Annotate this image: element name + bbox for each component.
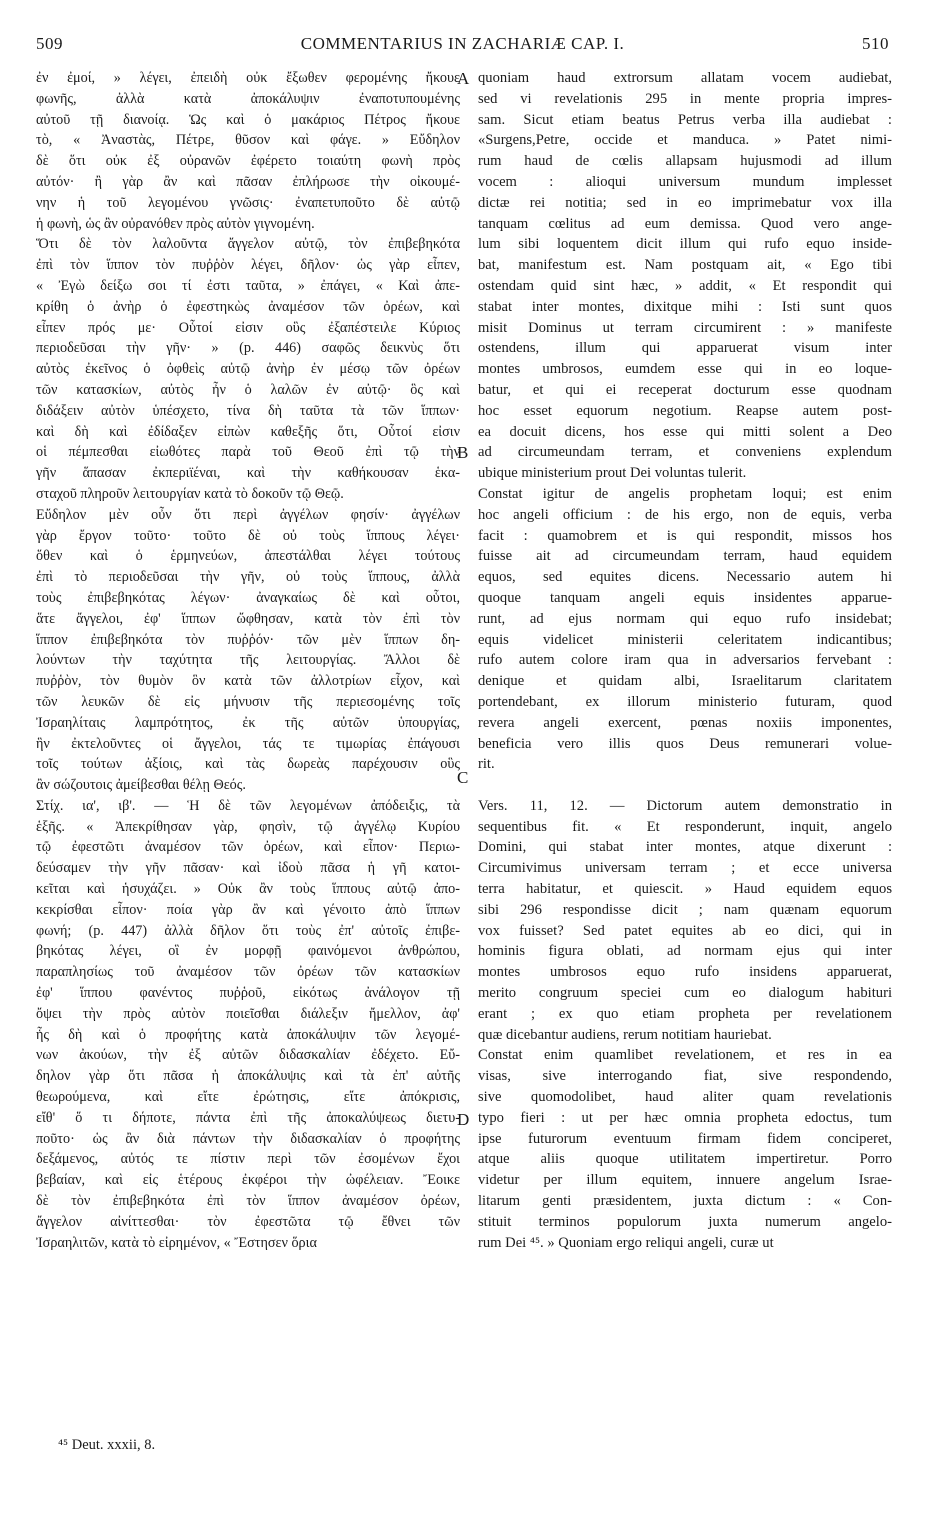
latin-line: fuisse ait ad circumeundam terram, haud equidem (478, 548, 892, 565)
greek-line: τοὺς ἐπιβεβηκότας λέγων· ἀναγκαίως δὲ καὶ οὗτοι, (36, 589, 460, 606)
latin-line: equis videlicet ministerii celeritatem indicantibus; (478, 631, 892, 648)
page-number-right: 510 (862, 34, 889, 53)
latin-line: tanquam cœlitus ad eum demissa. Quod vero ange- (478, 215, 892, 232)
greek-line: δὲ ὅτι οὐκ ἐξ οὐρανῶν ἐφέρετο τοιαύτη φωνὴ πρὸς (36, 153, 460, 170)
greek-line: ἅτε ἄγγελοι, ἐφ' ἵππων ὤφθησαν, κατὰ τὸν ἐπὶ τὸν (36, 610, 460, 627)
latin-line: quæ dicebantur audiens, rerum notitiam hauriebat. (478, 1026, 772, 1043)
greek-line: αὐτόν· ἢ γὰρ ἂν καὶ πᾶσαν ἐπλήρωσε τὴν οἰκουμέ- (36, 173, 460, 190)
greek-line: γὰρ ἔργον τοῦτο· τοῦτο δὲ οὐ τοὺς ἵππους λέγει· (36, 527, 460, 544)
latin-line: Constat igitur de angelis prophetam loqui; est enim (478, 485, 892, 502)
greek-line: εἴθ' ὅ τι δήποτε, πάντα ἐπὶ τῆς ἀποκαλύψεως διετυ- (36, 1109, 460, 1126)
latin-line: visas, sive interrogando fiat, sive respondendo, (478, 1068, 892, 1085)
latin-line: quoque tanquam angeli equis insidentes apparue- (478, 589, 892, 606)
greek-line: ἐν ἐμοί, » λέγει, ἐπειδὴ οὐκ ἔξωθεν φερομένης ἤκουε (36, 70, 460, 86)
greek-line: παραπλησίως τοῦ ἀναμέσον τῶν ὀρέων τῶν κατασκίων (36, 964, 460, 981)
greek-line: δεξάμενος, αὐτός τε πίστιν περὶ τῶν ἐσομένων ἔχοι (36, 1151, 460, 1168)
greek-line: ἑξῆς. « Ἀπεκρίθησαν γὰρ, φησὶν, τῷ ἀγγέλῳ Κυρίου (36, 818, 460, 835)
margin-letter-a: A (457, 69, 470, 88)
greek-line: κρίθη ὁ ἀνὴρ ὁ ἐφεστηκὼς ἀναμέσον τῶν ὀρέων, καὶ (36, 298, 460, 315)
running-title: COMMENTARIUS IN ZACHARIÆ CAP. I. (300, 34, 625, 53)
greek-line: κεῖται καὶ ἡσυχάζει. » Οὐκ ἂν τοὺς ἵππους αὐτῷ ἀπο- (36, 881, 460, 898)
latin-line: hoc esset equorum negotium. Reapse autem post- (478, 402, 892, 419)
greek-line: αὐτοῦ τῇ διανοίᾳ. Ὡς καὶ ὁ μακάριος Πέτρος ἤκουε (36, 111, 460, 128)
latin-line: lum sibi loquentem dicit illum qui rufo equo inside- (478, 236, 892, 253)
latin-line: montes umbrosos, eumdem esse qui in eo loque- (478, 361, 892, 378)
greek-line: αὐτὸς ἐκεῖνος ὁ ὀφθεὶς αὐτῷ ἀνὴρ ἐν μέσῳ τῶν ὀρέων (36, 361, 460, 378)
greek-line: θεωρούμενα, καὶ εἴτε ἐρώτησις, εἴτε ἀπόκρισις, (36, 1089, 460, 1106)
latin-line: hoc angeli officium : de his ergo, non de equis, verba (478, 506, 892, 523)
latin-line: equos, sed equites dicens. Necessario autem hi (478, 569, 892, 586)
latin-line: ipse futurorum eventuum firmam fidem conciperet, (478, 1130, 892, 1147)
greek-line: γῆν ἅπασαν ἐκπεριϊέναι, καὶ τὴν καθήκουσαν ἑκα- (36, 465, 460, 482)
greek-line: ἐφ' ἵππου φανέντος πυῤῥοῦ, εἰκότως ἀνάλογον τῇ (36, 985, 460, 1002)
margin-letter-c: C (457, 768, 469, 787)
latin-line: merito congruum speciei cum eo dialogum habituri (478, 985, 892, 1002)
latin-line: Vers. 11, 12. — Dictorum autem demonstratio in (478, 797, 892, 814)
latin-line: runt, ad ejus normam qui equo rufo insidebat; (478, 610, 892, 627)
greek-line: περιοδεῦσαι τὴν γῆν· » (p. 446) σαφῶς δεικνὺς ὅτι (36, 340, 460, 357)
greek-line: νων ἀκούων, τὴν ἐξ αὐτῶν διδασκαλίαν ἐδέχετο. Εὔ- (36, 1047, 460, 1064)
greek-line: φωνή; (p. 447) ἀλλὰ δῆλον ὅτι τοὺς ἐπ' αὐτοῖς ἐπιβε- (36, 922, 460, 939)
greek-line: Ἰσραηλιτῶν, κατὰ τὸ εἰρημένον, « Ἔστησεν ὅρια (36, 1234, 317, 1251)
greek-line: δεύσαμεν τὴν γῆν πᾶσαν· καὶ ἰδοὺ πᾶσα ἡ γῆ κατοι- (36, 860, 460, 877)
greek-line: Ἰσραηλίταις λαμπρότητος, ἐκ τῆς αὐτῶν ὑπουργίας, (36, 714, 460, 731)
greek-line: ἂν σώζουτοις ἀμείβεσθαι θέλῃ Θεός. (36, 777, 246, 794)
greek-line: πυῤῥὸν, τὸν θυμὸν ὃν κατὰ τῶν ἀλλοτρίων εἶχον, καὶ (36, 673, 460, 690)
latin-line: vocem : alioqui universum mundum implesset (478, 173, 892, 190)
latin-line: portendebant, ex illorum ministerio futuram, quod (478, 693, 892, 710)
latin-line: sive quomodolibet, haud aliter quam revelationis (478, 1089, 892, 1106)
greek-line: ὄψει τὴν πρὸς αὐτὸν ποιεῖσθαι διάλεξιν ἤμελλον, ἀφ' (36, 1005, 460, 1022)
greek-line: νην ἡ τοῦ λεγομένου γνῶσις· ἐναπετυποῦτο δὲ αὐτῷ (36, 194, 460, 211)
greek-line: « Ἐγὼ δείξω σοι τί ἐστι ταῦτα, » ἐπάγει, « Καὶ ἀπε- (36, 277, 460, 294)
latin-line: rit. (478, 756, 495, 773)
greek-line: Εὔδηλον μὲν οὖν ὅτι περὶ ἀγγέλων φησίν· ἀγγέλων (36, 506, 460, 523)
latin-line: bat, manifestum est. Nam postquam ait, « Ego tibi (478, 257, 892, 274)
latin-line: stabat inter montes, dixitque mihi : Isti sunt quos (478, 298, 892, 315)
greek-line: ἡ φωνὴ, ὡς ἂν οὐρανόθεν πρὸς αὐτὸν γιγνομένη. (36, 215, 315, 232)
latin-line: typo fieri : ut per hæc omnia propheta edoctus, tum (478, 1109, 892, 1126)
latin-line: litarum genti præsidentem, juxta dictum : « Con- (478, 1193, 892, 1210)
latin-line (478, 775, 892, 796)
latin-line: Domini, qui stabat inter montes, atque dixerunt : (478, 839, 892, 856)
greek-line: ἄγγελον αἰνίττεσθαι· τὸν ἐφεστῶτα τῷ ἔθνει τῶν (36, 1213, 460, 1230)
greek-line: ἧς δὴ καὶ ὁ προφήτης κατὰ ἀποκάλυψιν τῶν λεγομέ- (36, 1026, 460, 1043)
greek-line: τοῖς τούτων ἀξίοις, καὶ τὰς δωρεὰς παρέχουσιν οὓς (36, 756, 460, 773)
latin-line: rufo autem colore iram qua in adversarios fervebant : (478, 652, 892, 669)
greek-line: καὶ δὴ καὶ ἐδίδαξεν εἰπὼν καθεξῆς ὅτι, Οὗτοί εἰσιν (36, 423, 460, 440)
latin-line: quoniam haud extrorsum allatam vocem audiebat, (478, 70, 892, 86)
greek-line: δὲ τὸν ἐπιβεβηκότα ἐπὶ τὸν ἵππον ἀναμέσον ὀρέων, (36, 1193, 460, 1210)
latin-line: dictæ rei notitia; sed in eo imprimebatur vox illa (478, 194, 892, 211)
latin-line: revera angeli exercent, pœnas noxiis imponentes, (478, 714, 892, 731)
greek-line: λούντων τὴν ταχύτητα τῆς λειτουργίας. Ἄλλοι δὲ (36, 652, 460, 669)
page-number-left: 509 (36, 34, 63, 53)
greek-line: ἐπὶ τὸν ἵππον τὸν πυῤῥὸν λέγει, δῆλον· ὡς γὰρ εἶπεν, (36, 257, 460, 274)
latin-line: hominis figura oblati, ad normam ejus qui inter (478, 943, 892, 960)
greek-line: ὅθεν καὶ ὁ ἑρμηνεύων, ἀπεστάλθαι λέγει τούτους (36, 548, 460, 565)
greek-line: βεβαίαν, καὶ εἰς ἑτέρους ἐκφέροι τὴν ὠφέλειαν. Ἔοικε (36, 1172, 460, 1189)
greek-line: τῶν λευκῶν δὲ εἰς μήνυσιν τῆς περιεσομένης τοῖς (36, 693, 460, 710)
latin-line: sibi 296 respondisse dicit ; nam quænam equorum (478, 901, 892, 918)
latin-line: rum Dei ⁴⁵. » Quoniam ergo reliqui angeli, curæ ut (478, 1234, 774, 1251)
latin-line: ostendam quid sint hæc, » addit, « Et respondit qui (478, 277, 892, 294)
greek-line: ἐπὶ τὸ περιοδεῦσαι τὴν γῆν, οὐ τοὺς ἵππους, ἀλλὰ (36, 569, 460, 586)
running-header (36, 34, 889, 58)
latin-line: stituit terminos populorum juxta numerum angelo- (478, 1213, 892, 1230)
latin-line: facit : quamobrem et is qui respondit, missos hos (478, 527, 892, 544)
latin-line: ea docuit dicens, hos esse qui mitti solent a Deo (478, 423, 892, 440)
latin-line: erant ; ex quo etiam propheta per revelationem (478, 1005, 892, 1022)
latin-line: sed vi revelationis 295 in mente propria impres- (478, 90, 892, 107)
greek-line: ἵππον ἐπιβεβηκότα τὸν πυῤῥόν· τῶν μὲν ἵππων δη- (36, 631, 460, 648)
latin-line: ostendens, illum qui apparuerat visum inter (478, 340, 892, 357)
margin-letter-d: D (457, 1110, 470, 1129)
greek-line: τῶν κατασκίων, αὐτὸς ἦν ὁ λαλῶν ἐν αὐτῷ· ὃς καὶ (36, 381, 460, 398)
greek-line: Στίχ. ια', ιβ'. — Ἡ δὲ τῶν λεγομένων ἀπόδειξις, τὰ (36, 797, 460, 814)
latin-line: montes umbrosos equo rufo insidens apparuerat, (478, 964, 892, 981)
latin-line: atque aliis quoque utilitatem impertiretur. Porro (478, 1151, 892, 1168)
latin-line: batur, et qui ei receperat docturum esse quodnam (478, 381, 892, 398)
latin-line: terra habitatur, et quiescit. » Haud equidem equos (478, 881, 892, 898)
greek-line: ἣν ἐκτελοῦντες οἱ ἄγγελοι, τάς τε τιμωρίας ἐπάγουσι (36, 735, 460, 752)
margin-letter-b: B (457, 443, 469, 462)
latin-line: Circumivimus universam terram ; et ecce universa (478, 860, 892, 877)
greek-line: διδάξειν αὐτὸν ὑπέσχετο, τίνα δὴ ταῦτα τὰ τῶν ἵππων· (36, 402, 460, 419)
greek-line: φωνῆς, ἀλλὰ κατὰ ἀποκάλυψιν ἐναποτυπουμένης (36, 90, 460, 107)
latin-line: denique et quidam albi, Israelitarum claritatem (478, 673, 892, 690)
latin-line: vox fuisset? Sed patet equites ab eo dici, qui in (478, 922, 892, 939)
latin-line: sam. Sicut etiam beatus Petrus verba illa audiebat : (478, 111, 892, 128)
latin-line: videtur per illum equitem, innuere angelum Israe- (478, 1172, 892, 1189)
latin-line: beneficia vero illis quos Deus remunerari volue- (478, 735, 892, 752)
greek-line: Ὅτι δὲ τὸν λαλοῦντα ἄγγελον αὐτῷ, τὸν ἐπιβεβηκότα (36, 236, 460, 253)
latin-line: sequentibus fit. « Et responderunt, inquit, angelo (478, 818, 892, 835)
latin-line: «Surgens,Petre, occide et manduca. » Patet nimi- (478, 132, 892, 149)
greek-line: σταχοῦ πληροῦν λειτουργίαν κατὰ τὸ δοκοῦν τῷ Θεῷ. (36, 485, 344, 502)
greek-line: βηκότας λέγει, οἳ ἐν μορφῇ φαινόμενοι ἀνθρώπου, (36, 943, 460, 960)
latin-line: Constat enim quamlibet revelationem, et res in ea (478, 1047, 892, 1064)
latin-line: ubique ministerium prout Dei voluntas tulerit. (478, 465, 747, 482)
latin-line: ad circumeundam terram, et conveniens explendum (478, 444, 892, 461)
latin-line: misit Dominus ut terram circumirent : » manifeste (478, 319, 892, 336)
greek-line: εἶπεν πρός με· Οὗτοί εἰσιν οὓς ἐξαπέστειλε Κύριος (36, 319, 460, 336)
greek-line: τῷ ἐφεστῶτι ἀναμέσον τῶν ὀρέων, καὶ εἶπον· Περιω- (36, 839, 460, 856)
greek-column (36, 68, 460, 1253)
greek-line: ποῦτο· ὡς ἂν διὰ πάντων τὴν διδασκαλίαν ὁ προφήτης (36, 1130, 460, 1147)
latin-line: rum haud de cœlis allapsam hujusmodi ad illum (478, 153, 892, 170)
greek-line: τὸ, « Ἀναστὰς, Πέτρε, θῦσον καὶ φάγε. » Εὔδηλον (36, 132, 460, 149)
latin-column (478, 68, 892, 1253)
greek-line: οἱ πέμπεσθαι εἰωθότες παρὰ τοῦ Θεοῦ ἐπὶ τῷ τὴν (36, 444, 460, 461)
footnote: ⁴⁵ Deut. xxxii, 8. (58, 1437, 156, 1453)
greek-line: δηλον γὰρ ὅτι πᾶσα ἡ ἀποκάλυψις καὶ τὰ ἐπ' αὐτῆς (36, 1068, 460, 1085)
greek-line: κεκρίσθαι εἶπον· ποία γὰρ ἂν καὶ γένοιτο ἀπὸ ἵππων (36, 901, 460, 918)
